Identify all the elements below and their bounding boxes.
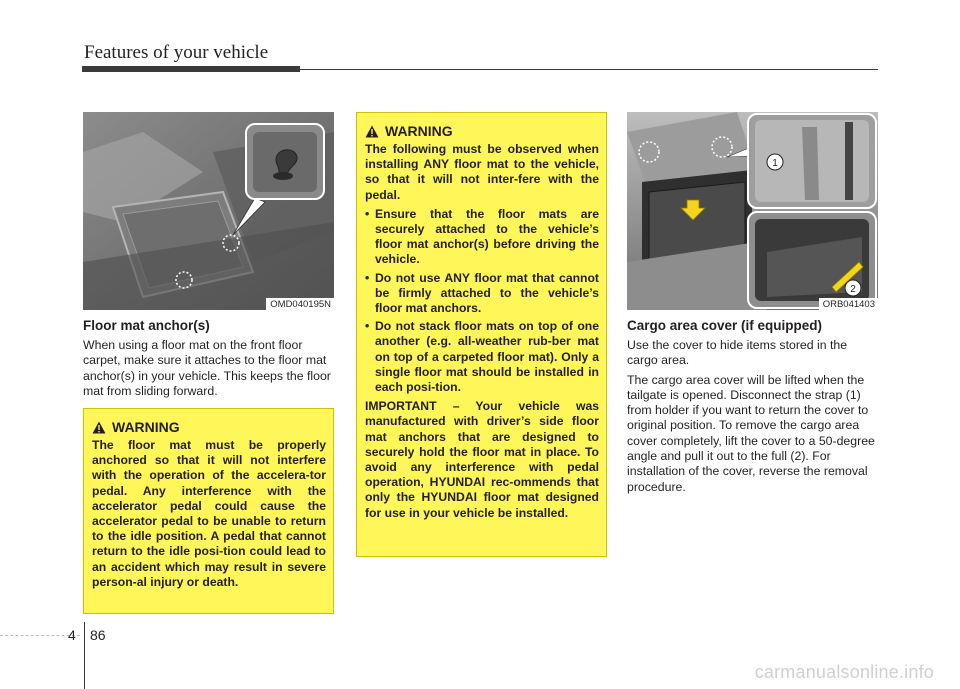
- floor-mat-illustration: [83, 112, 334, 310]
- warning-intro: The following must be observed when installing ANY floor mat to the vehicle, so that it will not inter-fere with the pedal.: [365, 142, 599, 202]
- header-rule: [300, 69, 878, 70]
- section-heading-floor-mat-anchor: Floor mat anchor(s): [83, 318, 210, 333]
- watermark: carmanualsonline.info: [754, 662, 934, 682]
- warning-bullet: [365, 207, 599, 268]
- bullet-symbol: •: [365, 206, 370, 221]
- floor-mat-anchor-photo: [83, 112, 334, 310]
- warning-bullet-text: Do not use ANY floor mat that cannot be firmly attached to the vehicle’s floor mat anchors.: [375, 270, 599, 316]
- cargo-cover-paragraph: The cargo area cover will be lifted when the tailgate is opened. Disconnect the strap (1) from holder if you want to return the cover to original position. To remove the cargo area cover completely, lift the cover to a 50-degree angle and pull it out to the full (2). For installation of the cover, reverse the removal procedure.: [627, 372, 875, 494]
- cargo-cover-paragraph: Use the cover to hide items stored in the cargo area.: [627, 338, 848, 368]
- footer-vertical-rule: [84, 622, 85, 689]
- callout-1-label: 1: [772, 158, 778, 169]
- warning-bullet: [365, 271, 599, 317]
- warning-box-floor-mat: [83, 408, 334, 614]
- page-number: 86: [90, 627, 106, 643]
- warning-bullet-text: Ensure that the floor mats are securely attached to the vehicle’s floor mat anchor(s) before driving the vehicle.: [375, 206, 599, 267]
- warning-important-note: IMPORTANT – Your vehicle was manufactured with driver’s side floor mat anchors that are designed to securely hold the floor mat in place. To avoid any interference with pedal operation, HYUNDAI rec-ommends that only the HYUNDAI floor mat designed for use in your vehicle be installed.: [365, 399, 599, 520]
- right-column: [627, 112, 878, 499]
- bullet-symbol: •: [365, 270, 370, 285]
- section-heading-cargo-cover: Cargo area cover (if equipped): [627, 318, 823, 333]
- bullet-symbol: •: [365, 319, 370, 334]
- chapter-number: 4: [68, 627, 76, 643]
- warning-triangle-icon: [365, 125, 379, 138]
- warning-bullet-list: [365, 207, 599, 395]
- callout-2-label: 2: [850, 284, 856, 295]
- left-column: [83, 112, 334, 403]
- warning-box-installation: [356, 112, 607, 557]
- warning-bullet-text: Do not stack floor mats on top of one another (e.g. all-weather rub-ber mat on top of a carpeted floor mat). Only a single floor mat should be installed in each posi-tion.: [375, 319, 599, 395]
- floor-mat-anchor-body: When using a floor mat on the front floor carpet, make sure it attaches to the floor mat anchor(s) in your vehicle. This keeps the floor mat from sliding forward.: [83, 338, 331, 398]
- image-code-label: ORB041403: [819, 298, 878, 310]
- header-title: Features of your vehicle: [84, 42, 269, 63]
- warning-triangle-icon: [92, 421, 106, 434]
- warning-text: The floor mat must be properly anchored so that it will not interfere with the operation of the accelera-tor pedal. Any interference with the accelerator pedal could cause the accelerator pedal to be unable to return to the idle position. A pedal that cannot return to the idle posi-tion could lead to an accident which may result in severe person-al injury or death.: [92, 438, 326, 589]
- cargo-cover-photo: [627, 112, 878, 310]
- image-code-label: OMD040195N: [266, 298, 334, 310]
- header-bar: [82, 66, 300, 72]
- cargo-cover-illustration: [627, 112, 878, 310]
- warning-bullet: [365, 319, 599, 395]
- warning-title: WARNING: [385, 123, 453, 139]
- warning-title: WARNING: [112, 419, 180, 435]
